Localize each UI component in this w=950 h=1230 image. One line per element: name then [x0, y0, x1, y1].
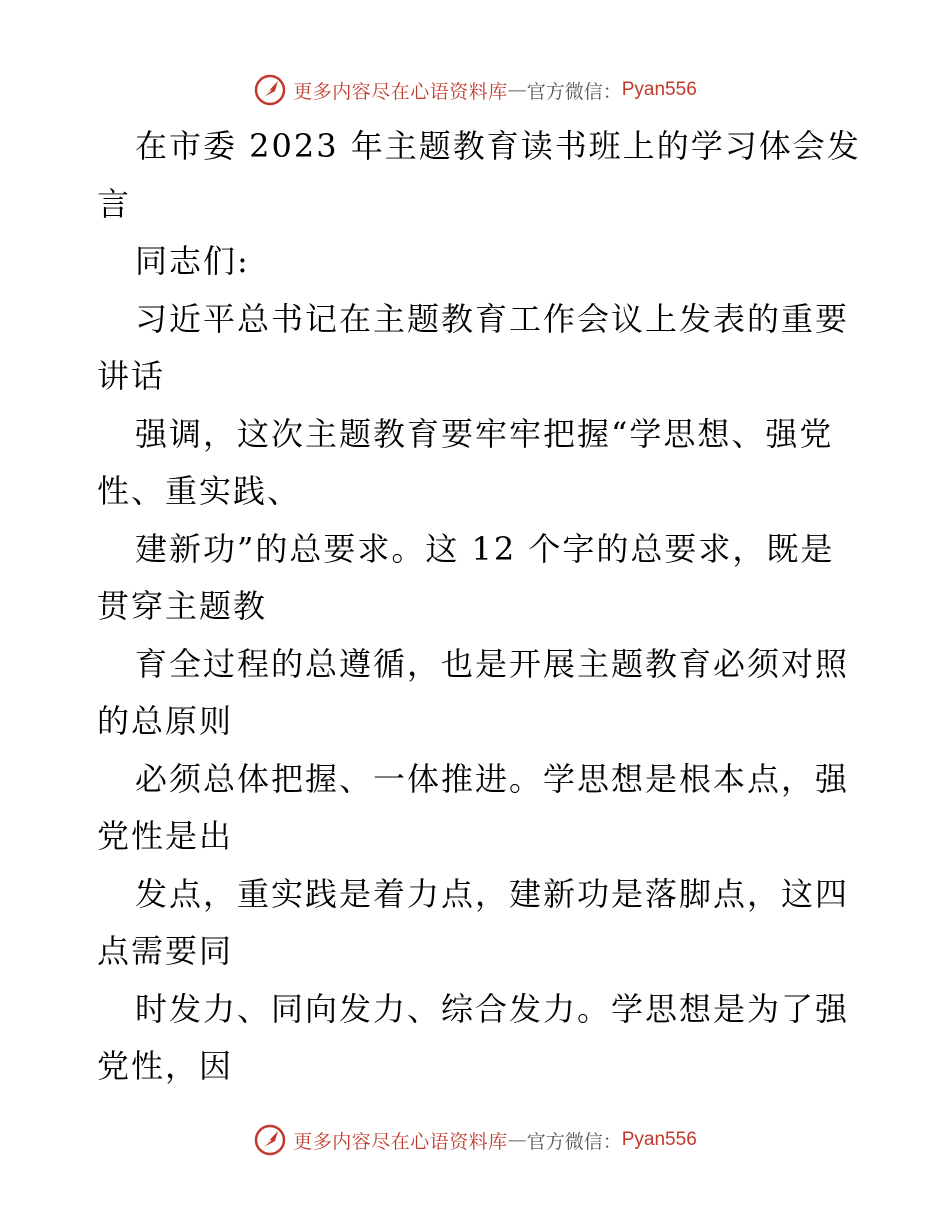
watermark-wechat-id: Pyan556	[621, 1129, 697, 1150]
text-line: 习近平总书记在主题教育工作会议上发表的重要	[135, 299, 850, 338]
watermark-text: 更多内容尽在心语资料库	[293, 80, 508, 103]
text-line: 讲话	[97, 357, 166, 395]
watermark-separator: —	[507, 1129, 527, 1151]
watermark-banner-top	[0, 70, 950, 110]
watermark-banner-bottom	[0, 1120, 950, 1160]
text-line: 贯穿主题教	[97, 587, 268, 625]
text-line: 时发力、同向发力、综合发力。学思想是为了强	[135, 989, 850, 1028]
text-line: 同志们:	[135, 242, 250, 280]
watermark-separator: —	[507, 79, 527, 101]
text-line: 育全过程的总遵循，也是开展主题教育必须对照	[135, 644, 850, 683]
watermark-wechat-id: Pyan556	[621, 79, 697, 100]
text-line: 发点，重实践是着力点，建新功是落脚点，这四	[135, 874, 850, 913]
text-line: 必须总体把握、一体推进。学思想是根本点，强	[135, 759, 850, 798]
feather-circle-logo-icon	[253, 1123, 287, 1157]
text-line: 言	[97, 184, 132, 223]
text-line: 党性，因	[97, 1047, 234, 1085]
text-line: 在市委 2023 年主题教育读书班上的学习体会发	[135, 127, 861, 165]
text-line: 党性是出	[97, 817, 234, 855]
text-line: 性、重实践、	[97, 472, 302, 510]
feather-circle-logo-icon	[253, 73, 287, 107]
text-line: 点需要同	[97, 932, 234, 970]
document-body	[97, 118, 861, 1096]
watermark-text: 更多内容尽在心语资料库	[293, 1130, 508, 1153]
watermark-wechat-label: 官方微信：	[526, 80, 622, 103]
watermark-wechat-label: 官方微信：	[526, 1130, 622, 1153]
text-line: 的总原则	[97, 702, 234, 740]
text-line: 建新功”的总要求。这 12 个字的总要求，既是	[135, 529, 835, 568]
text-line: 强调，这次主题教育要牢牢把握“学思想、强党	[135, 414, 834, 453]
